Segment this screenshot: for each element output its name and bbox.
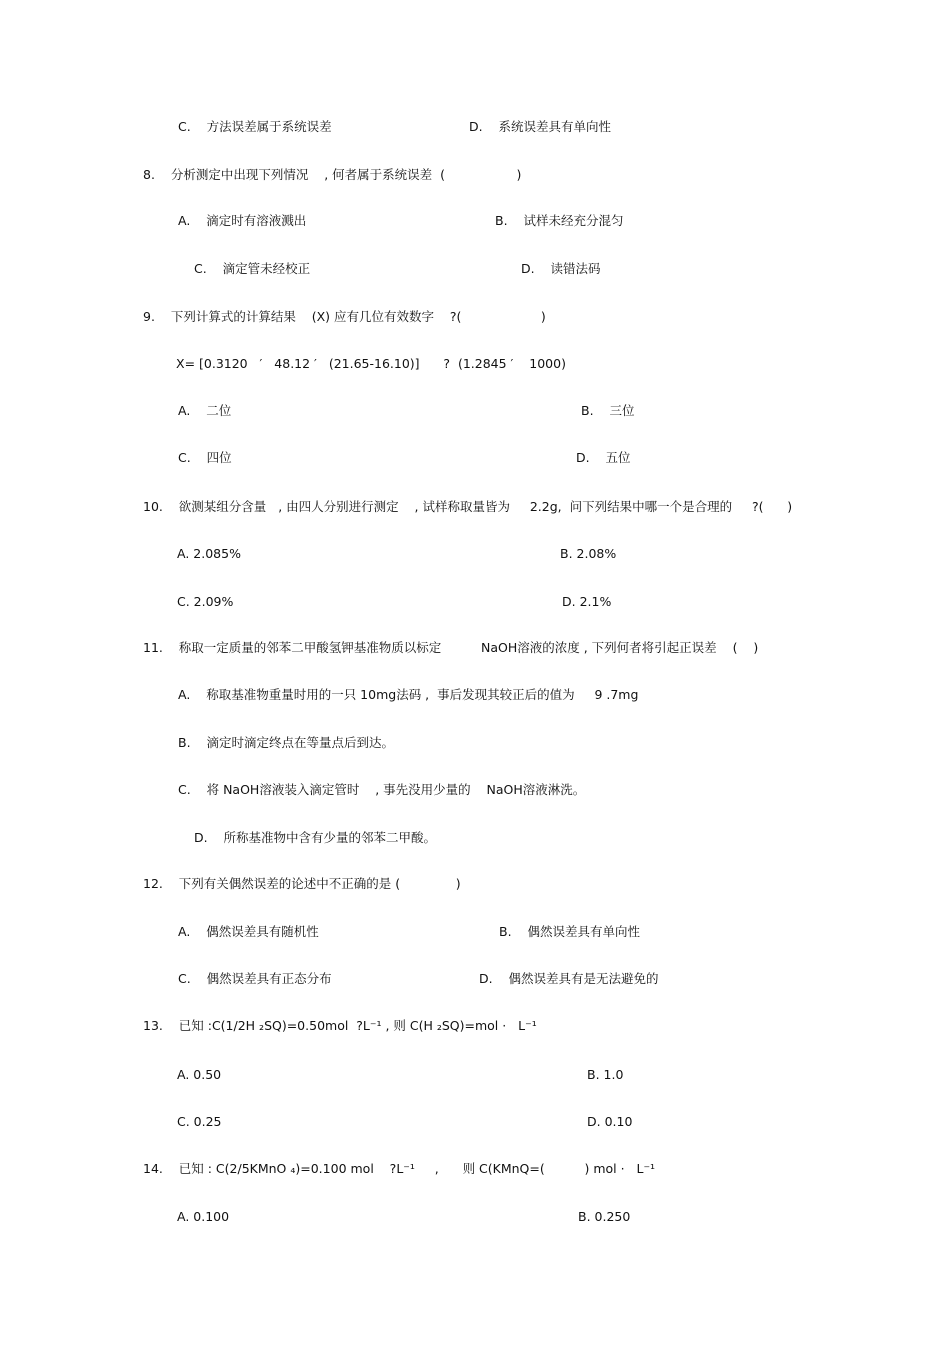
q9-option-d: D. 五位 [576,450,631,465]
q10-option-a: A. 2.085% [177,546,241,561]
q13-option-a: A. 0.50 [177,1067,222,1082]
q9-option-b: B. 三位 [581,403,635,418]
q13-option-c: C. 0.25 [177,1114,222,1129]
q8-option-b: B. 试样未经充分混匀 [495,213,624,228]
q12-option-a: A. 偶然误差具有随机性 [178,924,319,939]
q8-option-c: C. 滴定管未经校正 [194,261,311,276]
q8-option-a: A. 滴定时有溶液溅出 [178,213,307,228]
question-11: 11. 称取一定质量的邻苯二甲酸氢钾基准物质以标定 NaOH溶液的浓度 , 下列何者将引起正误差 ( ) [143,640,759,655]
q7-option-c: C. 方法误差属于系统误差 [178,119,332,134]
q7-option-d: D. 系统误差具有单向性 [469,119,611,134]
q11-option-b: B. 滴定时滴定终点在等量点后到达。 [178,735,394,750]
q13-option-b: B. 1.0 [587,1067,624,1082]
q12-option-c: C. 偶然误差具有正态分布 [178,971,332,986]
question-13: 13. 已知 :C(1/2H ₂SQ)=0.50mol ?L⁻¹ , 则 C(H ₂SQ)=mol · L⁻¹ [143,1018,537,1033]
q13-option-d: D. 0.10 [587,1114,633,1129]
q14-option-b: B. 0.250 [578,1209,631,1224]
q10-option-d: D. 2.1% [562,594,612,609]
q10-option-b: B. 2.08% [560,546,617,561]
q10-option-c: C. 2.09% [177,594,234,609]
question-8: 8. 分析测定中出现下列情况 , 何者属于系统误差 ( ) [143,167,522,182]
q14-option-a: A. 0.100 [177,1209,230,1224]
q8-option-d: D. 读错法码 [521,261,601,276]
q9-option-a: A. 二位 [178,403,232,418]
q9-option-c: C. 四位 [178,450,232,465]
q12-option-b: B. 偶然误差具有单向性 [499,924,640,939]
q11-option-a: A. 称取基准物重量时用的一只 10mg法码 , 事后发现其较正后的值为 9 .7mg [178,687,639,702]
question-10: 10. 欲测某组分含量 , 由四人分别进行测定 , 试样称取量皆为 2.2g, 问下列结果中哪一个是合理的 ?( ) [143,499,793,514]
q11-option-d: D. 所称基准物中含有少量的邻苯二甲酸。 [194,830,436,845]
question-14: 14. 已知 : C(2/5KMnO ₄)=0.100 mol ?L⁻¹ , 则 C(KMnQ=( ) mol · L⁻¹ [143,1161,656,1176]
q12-option-d: D. 偶然误差具有是无法避免的 [479,971,659,986]
question-12: 12. 下列有关偶然误差的论述中不正确的是 ( ) [143,876,461,891]
q9-formula: X= [0.3120 ′ 48.12 ′ (21.65-16.10)] ? (1.2845 ′ 1000) [176,356,566,371]
q11-option-c: C. 将 NaOH溶液装入滴定管时 , 事先没用少量的 NaOH溶液淋洗。 [178,782,586,797]
question-9: 9. 下列计算式的计算结果 (X) 应有几位有效数字 ?( ) [143,309,546,324]
